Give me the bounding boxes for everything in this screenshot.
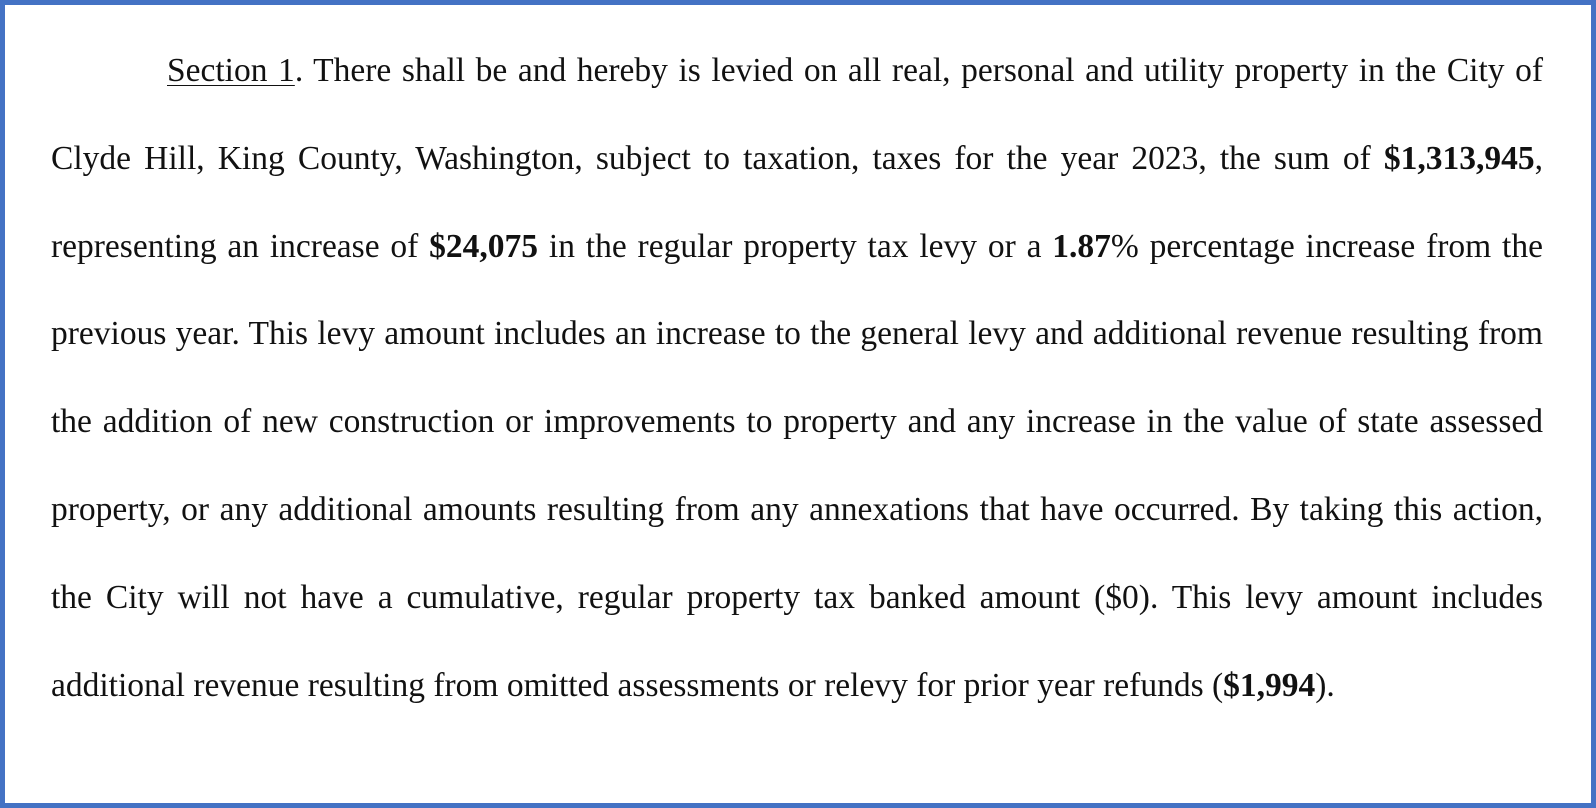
- section-1-paragraph: [51, 27, 1543, 729]
- text-segment: , representing an increase of: [51, 139, 1543, 265]
- text-segment: ).: [1315, 666, 1335, 704]
- levy-total-amount: $1,313,945: [1383, 139, 1535, 177]
- refund-amount: $1,994: [1223, 666, 1316, 704]
- section-heading: Section 1: [167, 52, 295, 89]
- text-segment: . There shall be and hereby is levied on all real, personal and utility property in the City of Clyde Hill, King County, Washington, subject to taxation, taxes for the year 2023, the sum of: [51, 52, 1544, 177]
- levy-increase-percent: 1.87: [1052, 227, 1111, 265]
- text-segment: in the regular property tax levy or a: [538, 227, 1053, 265]
- text-segment: % percentage increase from the previous year. This levy amount includes an increase to the general levy and additional revenue resulting from the addition of new construction or improvements to property and any increase in the value of state assessed property, or any additional amounts resulting from any annexations that have occurred. By taking this action, the City will not have a cumulative, regular property tax banked amount ($0). This levy amount includes additional revenue resulting from omitted assessments or relevy for prior year refunds (: [51, 227, 1543, 704]
- levy-increase-amount: $24,075: [429, 227, 539, 265]
